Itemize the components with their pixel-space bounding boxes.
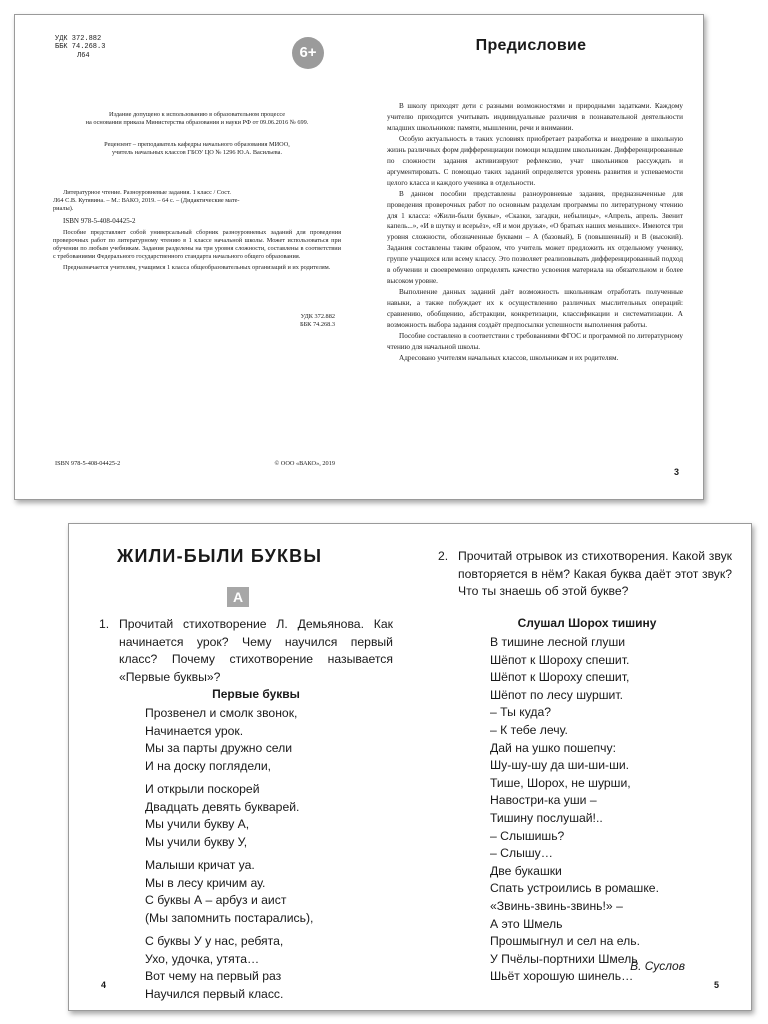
poem-line: Шьёт хорошую шинель…: [490, 969, 634, 984]
book-audience: Предназначается учителям, учащимся 1 класса общеобразовательных организаций и их родителям.: [63, 263, 331, 271]
poem-line: Мы в лесу кричим ау.: [145, 875, 266, 890]
task-number: 1.: [99, 617, 110, 631]
difficulty-level-badge: А: [227, 587, 249, 607]
task-text: Прочитай стихотворение Л. Демьянова. Как начинается урок? Чему научился первый класс? Почему стихотворение называется «Первые буквы»?: [119, 617, 393, 685]
poem-line: «Звинь-звинь-звинь!» –: [490, 898, 623, 913]
poem-line: – Слышишь?: [490, 828, 565, 843]
poem-line: У Пчёлы-портнихи Шмель: [490, 951, 638, 966]
poem-line: С буквы У у нас, ребята,: [145, 934, 284, 948]
book-description: Пособие представляет собой универсальный сборник разноуровневых заданий для проведения проверочных работ по литературному чтению в 1 классе начальной школы. Может использоваться при обучении по любым учебникам. Задания разделены на три уровня сложности, составлены в соответствии с требованиями Федерального государственного стандарта начального общего образования.: [53, 228, 341, 261]
poem-line: – Ты куда?: [490, 705, 552, 720]
task-1: [99, 616, 393, 687]
preface-paragraph: Пособие составлено в соответствии с требованиями ФГОС и программой по литературному чтению для начальной школы.: [387, 332, 683, 351]
footer-isbn: ISBN 978-5-408-04425-2: [55, 460, 121, 467]
preface-body: [387, 101, 683, 364]
poem-line: Две букашки: [490, 863, 562, 878]
poem-line: Ухо, удочка, утята…: [145, 951, 260, 966]
page-number: 5: [713, 980, 719, 990]
poem-line: Прозвенел и смолк звонок,: [145, 706, 298, 720]
poem-line: В тишине лесной глуши: [490, 635, 626, 649]
udk-block: [55, 35, 105, 60]
poem-stanza: [145, 781, 299, 851]
preface-paragraph: Особую актуальность в таких условиях приобретает разработка и внедрение в школьную жизнь различных форм дифференциации помощи младшим школьникам. Дифференцированные по сложности задания активизируют рефлексию, учат школьников рассуждать и аргументировать. С помощью таких заданий определяется уровень развития и успеваемости целого класса и каждого ученика в отдельности.: [387, 134, 683, 187]
poem-line: Тишину послушай!..: [490, 810, 603, 825]
page-3-preface: [359, 15, 703, 499]
task-number: 2.: [438, 549, 449, 563]
poem-line: Научился первый класс.: [145, 986, 284, 1001]
poem-line: (Мы запомнить постарались),: [145, 910, 314, 925]
page-4: [69, 524, 410, 1010]
poem-line: – Слышу…: [490, 846, 553, 861]
preface-paragraph: Выполнение данных заданий даёт возможность школьникам отработать полученные навыки, а также побуждает их к осуществлению различных мыслительных операций: сравнению, обобщению, абстракции, конкретизации, классификации и систематизации. А возможность выбора задания создаёт предпосылки успешности выполнения работы.: [387, 288, 683, 330]
footer-copyright: © ООО «ВАКО», 2019: [274, 460, 335, 467]
poem-line: Мы за парты дружно сели: [145, 741, 293, 756]
udk-right-block: УДК 372.882 ББК 74.268.3: [299, 313, 335, 329]
preface-title: Предисловие: [475, 37, 587, 54]
poem-title: Первые буквы: [212, 687, 300, 701]
preface-paragraph: В данном пособии представлены разноуровневые задания, предназначенные для проведения проверочных работ по основным разделам программы по литературному чтению для 1 класса: «Жили-были буквы», «Сказки, загадки, небылицы», «Апрель, апрель. Звенит капель...», «И в шутку и всерьёз», «Я и мои друзья», «О братьях наших меньших». Имеются три уровня сложности, обозначенные буквами – А (базовый), Б (повышенный) и В (высокий). Задания составлены таким образом, что учитель может предложить их отдельному ученику, группе учащихся или всему классу. Это позволяет реализовывать дифференцированный подход в обучении и своевременно определять качество усвоения материала на обязательном и более высоком уровне.: [387, 189, 683, 286]
book-spread-tasks: [68, 523, 752, 1011]
poem-line: Шёпот по лесу шуршит.: [490, 687, 623, 702]
page-5: [410, 524, 751, 1010]
isbn-line: ISBN 978-5-408-04425-2: [63, 216, 136, 225]
task-2: [438, 548, 732, 601]
poem-line: И на доску поглядели,: [145, 758, 272, 773]
poem-line: Начинается урок.: [145, 723, 244, 738]
poem-stanza: [145, 857, 313, 927]
author-mark-line: Л64: [77, 51, 90, 60]
page-number: 4: [101, 980, 107, 990]
age-rating-badge: 6+: [292, 37, 324, 69]
approval-note: Издание допущено к использованию в образовательном процессе на основании приказа Министерства образования и науки РФ от 09.06.2016 № 699.: [85, 111, 309, 127]
poem-line: Дай на ушко пошепчу:: [490, 740, 616, 755]
page-number: 3: [673, 467, 679, 477]
preface-paragraph: В школу приходят дети с разными возможностями и природными задатками. Каждому учителю приходится учитывать индивидуальные различия в познавательной деятельности младших школьников: памяти, мышлении, речи и внимании.: [387, 102, 683, 132]
poem-line: Шу-шу-шу да ши-ши-ши.: [490, 758, 630, 773]
poem-line: Шёпот к Шороху спешит,: [490, 670, 630, 685]
bbk-line: ББК 74.268.3: [55, 43, 106, 52]
reviewer-note: Рецензент – преподаватель кафедры начального образования МИОО, учитель начальных классов ГБОУ ЦО № 1296 Ю.А. Васильева.: [104, 141, 290, 157]
poem-body: [490, 634, 659, 986]
udk-line: УДК 372.882: [55, 35, 102, 43]
poem-line: Мы учили букву У,: [145, 834, 248, 849]
poem-stanza: [145, 705, 297, 775]
poem-line: Мы учили букву А,: [145, 817, 250, 832]
poem-line: Прошмыгнул и сел на ель.: [490, 934, 641, 949]
poem-author: В. Суслов: [630, 959, 685, 973]
poem-title: Слушал Шорох тишину: [517, 616, 657, 630]
poem-line: И открыли поскорей: [145, 782, 260, 796]
poem-line: А это Шмель: [490, 916, 563, 931]
poem-stanza: [145, 933, 283, 1003]
poem-line: Навостри-ка уши –: [490, 793, 597, 808]
preface-paragraph: Адресовано учителям начальных классов, школьникам и их родителям.: [399, 353, 619, 362]
page-2-imprint: [15, 15, 359, 499]
poem-line: Шёпот к Шороху спешит.: [490, 652, 630, 667]
poem-line: Вот чему на первый раз: [145, 969, 282, 984]
book-spread-imprint-preface: [14, 14, 704, 500]
poem-line: С буквы А – арбуз и аист: [145, 893, 287, 908]
poem-line: Тише, Шорох, не шурши,: [490, 775, 631, 790]
poem-line: Малыши кричат уа.: [145, 858, 255, 872]
catalog-record: Литературное чтение. Разноуровневые задания. 1 класс / Сост. Л64 С.В. Кутявина. – М.: ВАКО, 2019. – 64 с. – (Дидактические мате- риалы). ISBN 978-5-408-04425-2 Пособие представляет собой универсальный сборник разноуровневых заданий для проведения проверочных работ по литературному чтению в 1 классе начальной школы. Может использоваться при обучении по любым учебникам. Задания разделены на три уровня сложности, составлены в соответствии с требованиями Федерального государственного стандарта начального общего образования. Предназначается учителям, учащимся 1 класса общеобразовательных организаций и их родителям.: [53, 189, 341, 271]
section-title: ЖИЛИ-БЫЛИ БУКВЫ: [117, 546, 323, 566]
poem-line: Двадцать девять букварей.: [145, 799, 300, 814]
task-text: Прочитай отрывок из стихотворения. Какой звук повторяется в нём? Какая буква даёт этот звук? Что ты знаешь об этой букве?: [458, 549, 732, 599]
poem-line: – К тебе лечу.: [490, 722, 568, 737]
poem-line: Спать устроились в ромашке.: [490, 881, 659, 896]
